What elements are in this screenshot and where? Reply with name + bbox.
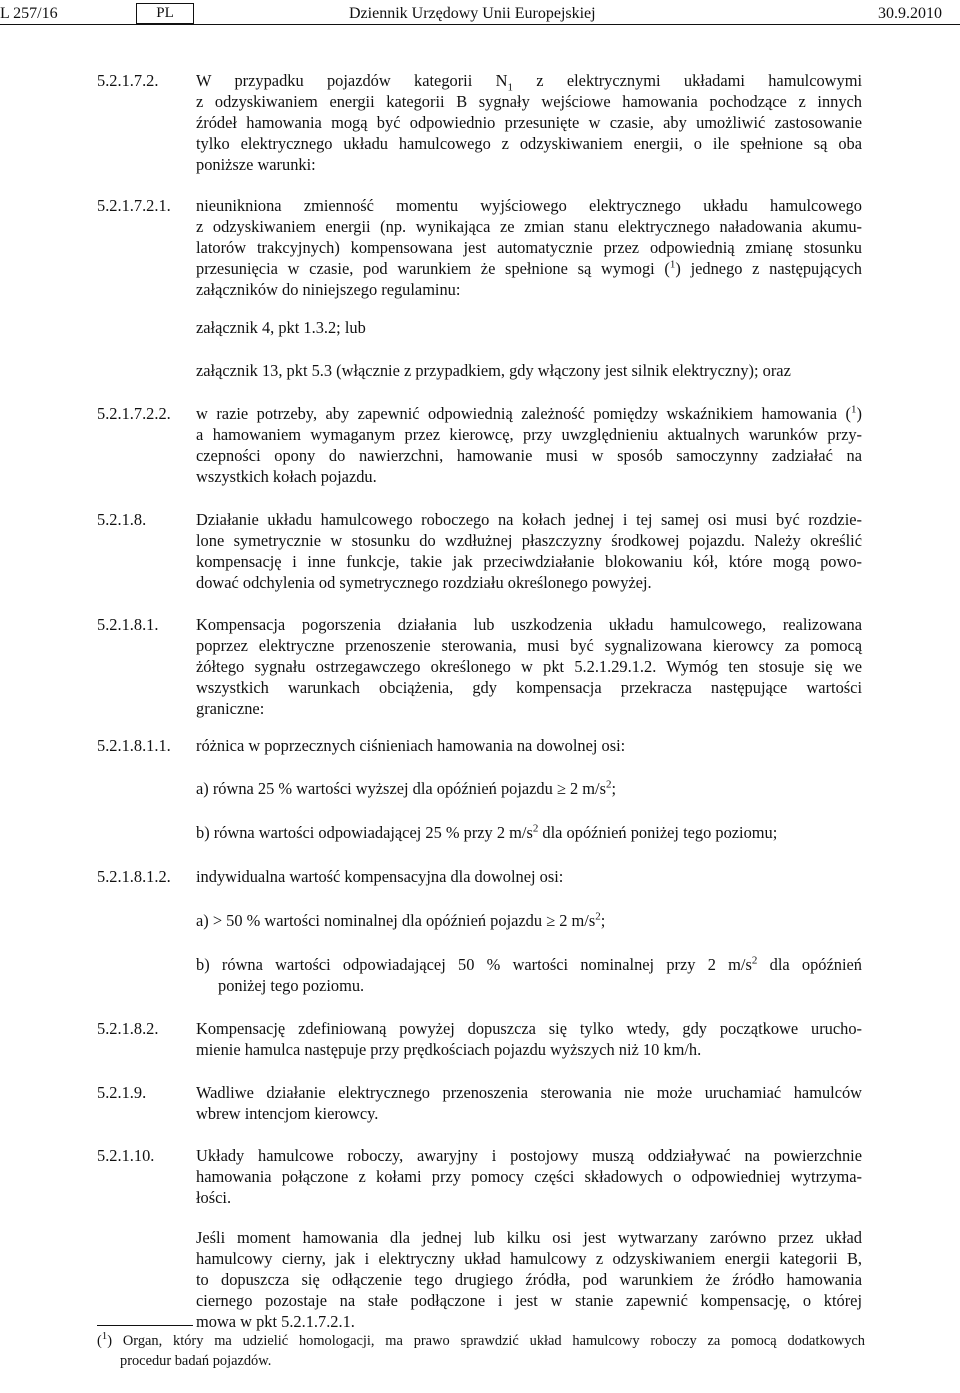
footnote-separator (97, 1325, 193, 1326)
paragraph-text (196, 195, 862, 300)
text-line: lone symetrycznie w stosunku do wzdłużnej płaszczyzny środkowej pojazdu. Należy określić (196, 531, 862, 550)
paragraph-number: 5.2.1.7.2. (97, 71, 159, 90)
text-line: wbrew intencjom kierowcy. (196, 1104, 379, 1123)
text-line: łości. (196, 1188, 232, 1207)
text-line: dować odchylenia od symetrycznego rozdziału określonego powyżej. (196, 573, 652, 592)
text-line: z odzyskiwaniem energii (np. wynikająca ze zmian stanu elektrycznego naładowania akumu- (196, 217, 862, 236)
text-line: mienie hamulca następuje przy prędkościach pojazdu wyższych niż 10 km/h. (196, 1040, 702, 1059)
text-line: z odzyskiwaniem energii kategorii B sygnały wejściowe hamowania pochodzące z innych (196, 92, 862, 111)
header-rule (0, 24, 960, 25)
text-line: wszystkich warunkach obciążenia, gdy kompensacja przekracza następujące wartości (196, 678, 862, 697)
paragraph-text (196, 1082, 862, 1124)
paragraph-number: 5.2.1.9. (97, 1083, 147, 1102)
list-item: załącznik 4, pkt 1.3.2; lub (196, 318, 366, 337)
paragraph-text (196, 70, 862, 175)
text-line: to dopuszcza się odłączenie tego drugiego źródła, pod warunkiem że źródło hamowania (196, 1270, 862, 1289)
text-line: w razie potrzeby, aby zapewnić odpowiednią zależność pomiędzy wskaźnikiem hamowania ($^1$) (196, 403, 862, 423)
text-line: tylko elektrycznego układu hamulcowego z odzyskiwaniem energii, o ile spełnione są oba (196, 134, 862, 153)
list-item (196, 954, 862, 996)
list-item: a) równa 25 % wartości wyższej dla opóźnień pojazdu ≥ 2 $m/s^2$; (196, 778, 617, 798)
text-line: źródeł hamowania mogą być odpowiednio przesunięte w czasie, aby umożliwić zastosowanie (196, 113, 862, 132)
text-line: załączników do niniejszego regulaminu: (196, 280, 461, 299)
text-line: Układy hamulcowe roboczy, awaryjny i postojowy muszą oddziaływać na powierzchnie (196, 1146, 862, 1165)
paragraph-number: 5.2.1.8. (97, 510, 147, 529)
text-line: Działanie układu hamulcowego roboczego na kołach jednej i tej samej osi musi być rozdzie- (196, 510, 862, 529)
paragraph-text: różnica w poprzecznych ciśnieniach hamowania na dowolnej osi: (196, 736, 626, 755)
list-item: b) równa wartości odpowiadającej 25 % przy 2 $m/s^2$ dla opóźnień poniżej tego poziomu; (196, 822, 778, 842)
text-line: nieunikniona zmienność momentu wyjściowego elektrycznego układu hamulcowego (196, 196, 862, 215)
text-line: a hamowaniem wymaganym przez kierowcę, przy uwzględnieniu aktualnych warunków przy- (196, 425, 862, 444)
paragraph-text (196, 614, 862, 719)
paragraph-text (196, 509, 862, 593)
text-line: Wadliwe działanie elektrycznego przenoszenia sterowania nie może uruchamiać hamulców (196, 1083, 862, 1102)
text-line: graniczne: (196, 699, 265, 718)
paragraph-number: 5.2.1.7.2.1. (97, 196, 171, 215)
footnote-marker: 1 (101, 1330, 108, 1343)
paragraph-text (196, 403, 862, 487)
publication-date: 30.9.2010 (878, 5, 942, 22)
text-line: Jeśli moment hamowania dla jednej lub kilku osi jest wytwarzany zarówno przez układ (196, 1228, 862, 1247)
text-line: latorów trakcyjnych) kompensowana jest automatycznie przez odpowiednią zmianę stosunku (196, 238, 862, 257)
text-line: poniższe warunki: (196, 155, 316, 174)
text-line: hamowania połączone z kołami przy pomocy części składowych o odpowiedniej wytrzyma- (196, 1167, 862, 1186)
paragraph-text (196, 1018, 862, 1060)
text-line: ciernego pozostaje na stałe podłączone i jest w stanie zapewnić kompensację, o której (196, 1291, 862, 1310)
footnote (97, 1331, 865, 1371)
text-line: W przypadku pojazdów kategorii $N_1$ z elektrycznymi układami hamulcowymi (196, 71, 863, 94)
page-reference: L 257/16 (0, 5, 58, 22)
footnote-ref: 1 (851, 403, 857, 416)
paragraph-number: 5.2.1.8.1.1. (97, 736, 171, 755)
list-item: załącznik 13, pkt 5.3 (włącznie z przypadkiem, gdy włączony jest silnik elektryczny); oraz (196, 361, 791, 380)
text-line: poprzez elektryczne przenoszenie sterowania, musi być sygnalizowana kierowcy za pomocą (196, 636, 862, 655)
text-line: b) równa wartości odpowiadającej 50 % wartości nominalnej przy 2 $m/s^2$ dla opóźnień (196, 954, 862, 974)
text-line: mowa w pkt 5.2.1.7.2.1. (196, 1312, 355, 1331)
paragraph-number: 5.2.1.8.1.2. (97, 867, 171, 886)
paragraph-text (196, 1227, 862, 1332)
text-line: Kompensację zdefiniowaną powyżej dopuszcza się tylko wtedy, gdy początkowe urucho- (196, 1019, 862, 1038)
text-line: wszystkich kołach pojazdu. (196, 467, 377, 486)
footnote-ref: 1 (669, 258, 676, 271)
paragraph-number: 5.2.1.8.1. (97, 615, 159, 634)
paragraph-text: indywidualna wartość kompensacyjna dla dowolnej osi: (196, 867, 564, 886)
text-line: kompensację i inne funkcje, takie jak przeciwdziałanie blokowaniu kół, które mogą powo- (196, 552, 862, 571)
list-item: a) > 50 % wartości nominalnej dla opóźnień pojazdu ≥ 2 $m/s^2$; (196, 910, 606, 930)
language-badge: PL (136, 3, 194, 24)
text-line: hamulcowy cierny, jak i elektryczny układ hamulcowy z odzyskiwaniem energii kategorii B, (196, 1249, 862, 1268)
footnote-line: procedur badań pojazdów. (120, 1353, 272, 1369)
text-line: przesunięcia w czasie, pod warunkiem że spełnione są wymogi ($^1$) jednego z następujących (196, 258, 863, 278)
footnote-line: ($^1$) Organ, który ma udzielić homologacji, ma prawo sprawdzić układ hamulcowy roboczy za pomocą dodatkowych (97, 1330, 866, 1349)
text-line: czepności opony do nawierzchni, hamowanie musi w sposób samoczynny zadziałać na (196, 446, 862, 465)
journal-title: Dziennik Urzędowy Unii Europejskiej (349, 5, 596, 22)
paragraph-number: 5.2.1.10. (97, 1146, 155, 1165)
paragraph-number: 5.2.1.8.2. (97, 1019, 159, 1038)
text-line: Kompensacja pogorszenia działania lub uszkodzenia układu hamulcowego, realizowana (196, 615, 862, 634)
paragraph-text (196, 1145, 862, 1208)
paragraph-number: 5.2.1.7.2.2. (97, 404, 171, 423)
text-line: poniżej tego poziomu. (218, 976, 365, 995)
text-line: żółtego sygnału ostrzegawczego określonego w pkt 5.2.1.29.1.2. Wymóg ten stosuje się we (196, 657, 862, 676)
